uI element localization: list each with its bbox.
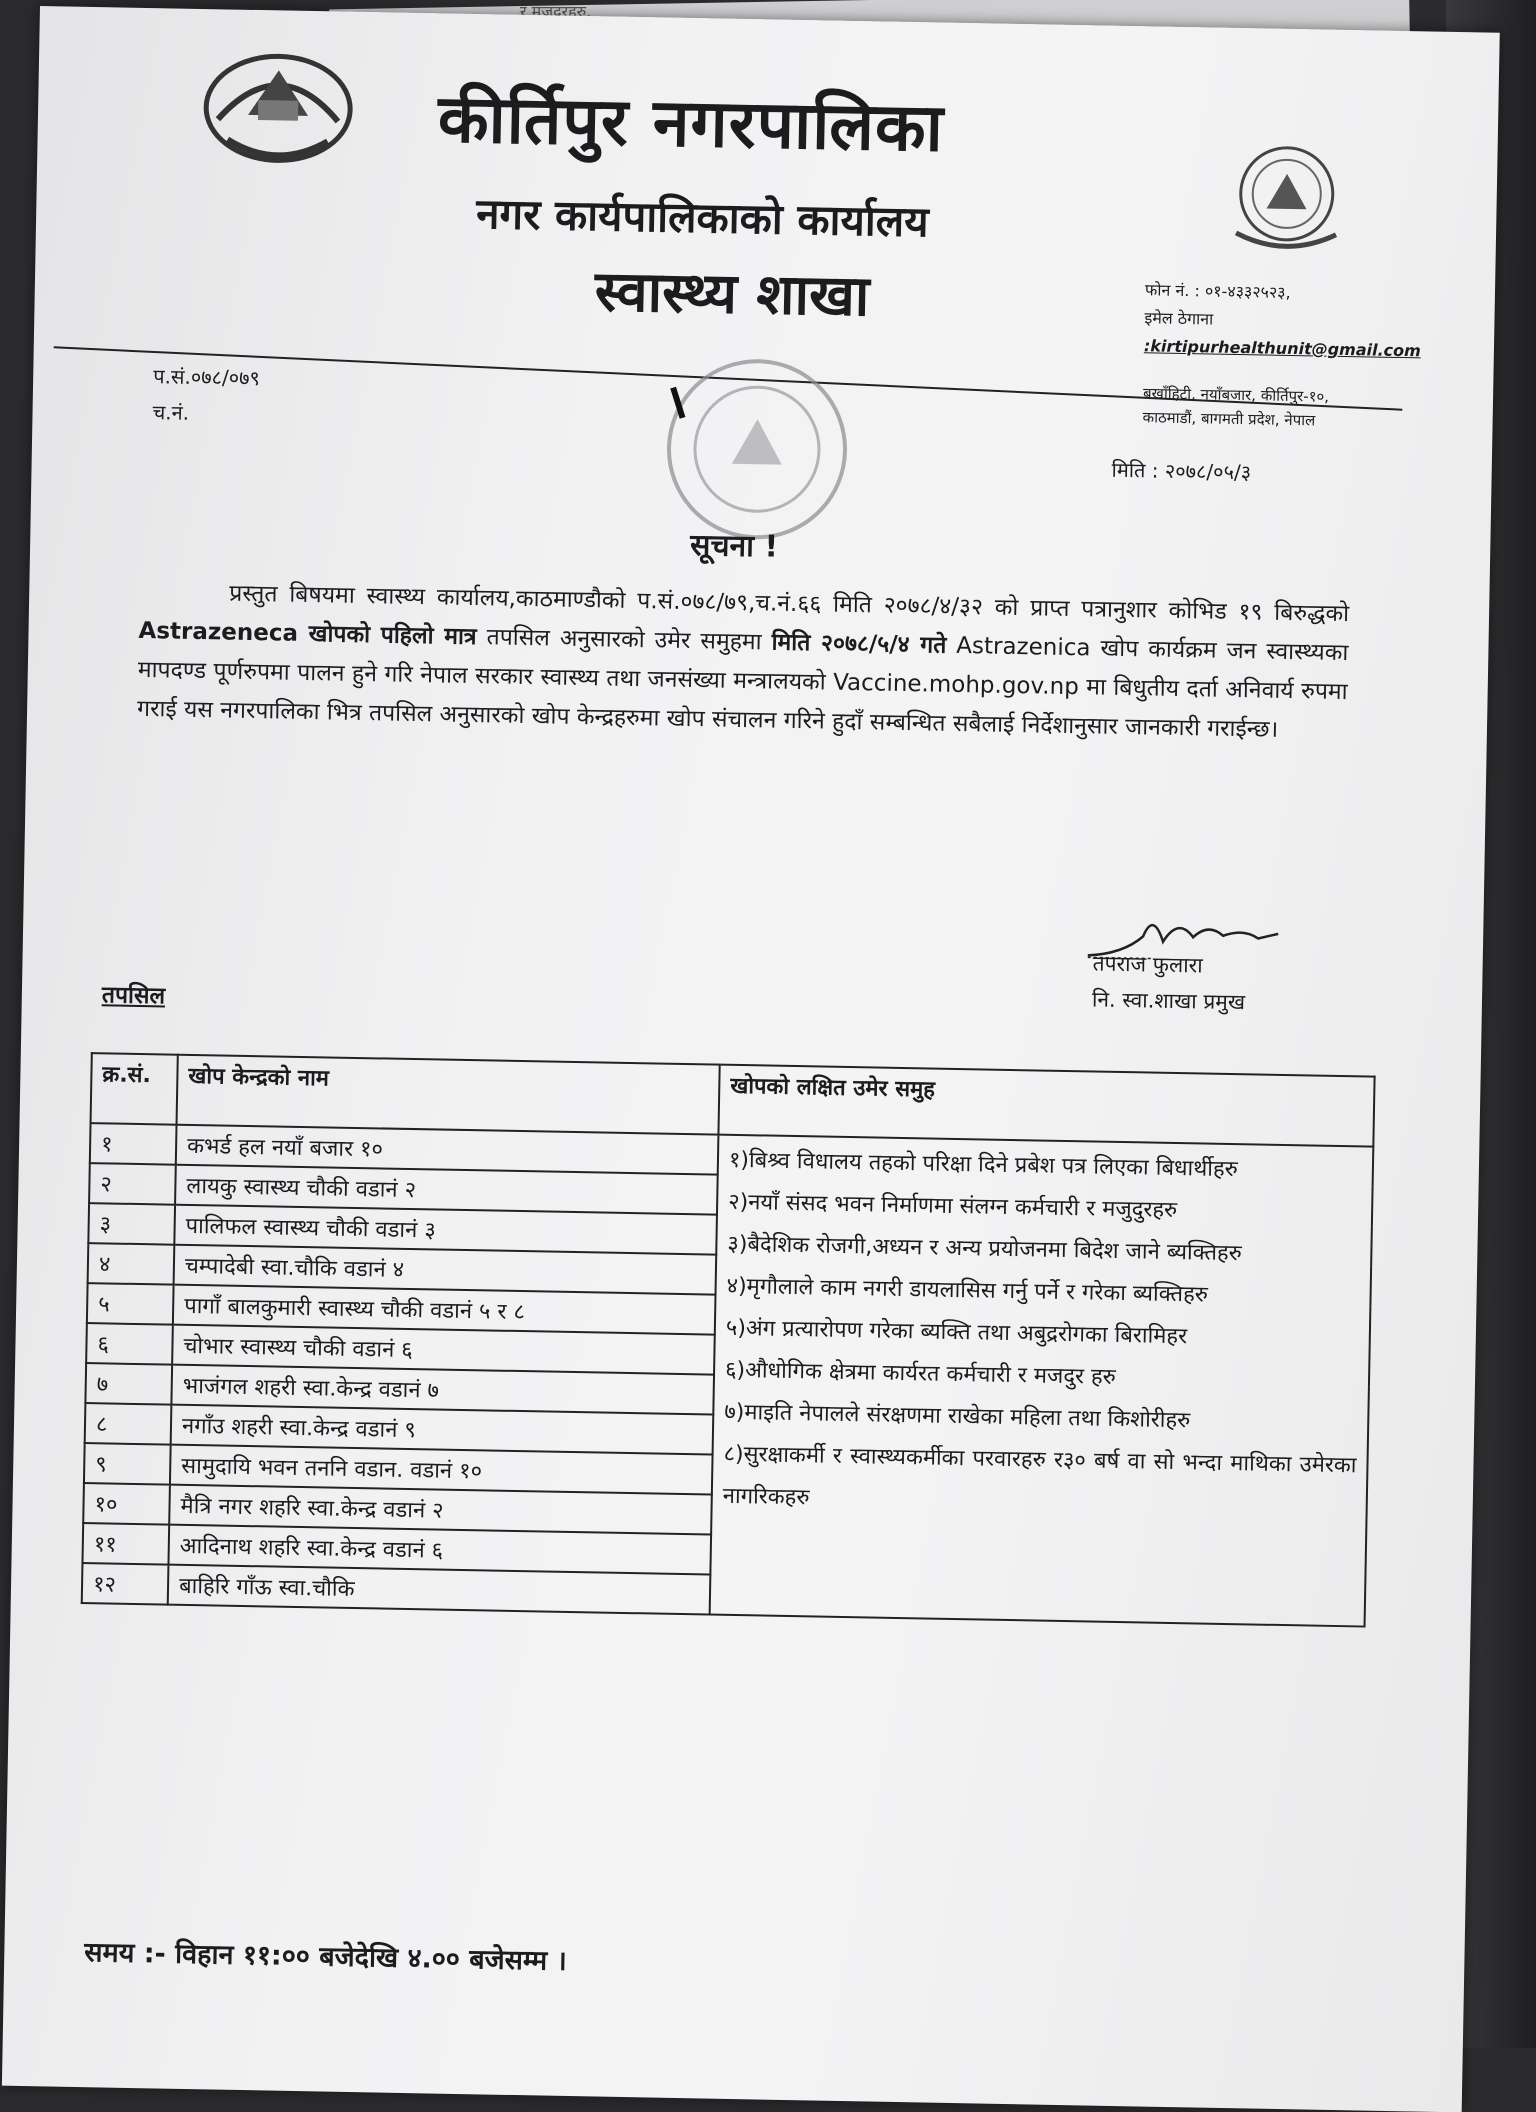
center-name: चम्पादेबी स्वा.चौकि वडानं ४	[174, 1245, 717, 1295]
notice-text-1: प्रस्तुत बिषयमा स्वास्थ्य कार्यालय,काठमाण्डौको प.सं.०७८/७९,च.नं.६६ मिति २०७८/४/३२ को प्राप्त पत्रानुशार कोभिड १९ बिरुद्धको	[229, 580, 1350, 628]
column-header-serial: क्र.सं.	[91, 1053, 178, 1125]
email-address[interactable]: :kirtipurhealthunit@gmail.com	[1143, 336, 1421, 361]
center-serial: १२	[82, 1563, 169, 1605]
center-name: बाहिरि गाँऊ स्वा.चौकि	[168, 1565, 711, 1615]
office-stamp-icon	[640, 347, 874, 551]
target-group-item: १)बिश्र्व विधालय तहको परिक्षा दिने प्रबेश पत्र लिएका बिधार्थीहरु	[728, 1147, 1239, 1183]
dispatch-number: च.नं.	[152, 400, 190, 425]
target-groups-cell	[710, 1135, 1374, 1627]
center-name: नगाँउ शहरी स्वा.केन्द्र वडानं ९	[171, 1405, 714, 1455]
center-name: मैत्रि नगर शहरि स्वा.केन्द्र वडानं २	[169, 1485, 712, 1535]
target-group-item: ५)अंग प्रत्यारोपण गरेका ब्यक्ति तथा अबुद्ररोगका बिरामिहर	[725, 1315, 1188, 1350]
notice-document	[2, 6, 1500, 2112]
municipality-logo-icon	[1216, 138, 1358, 261]
center-serial: ८	[85, 1403, 172, 1445]
center-name: पालिफल स्वास्थ्य चौकी वडानं ३	[174, 1205, 717, 1255]
vaccination-centers-table	[81, 1052, 1376, 1627]
center-serial: ११	[82, 1523, 169, 1565]
center-serial: ५	[87, 1283, 174, 1325]
center-name: चोभार स्वास्थ्य चौकी वडानं ६	[172, 1325, 715, 1375]
center-serial: ४	[88, 1243, 175, 1285]
office-name: नगर कार्यपालिकाको कार्यालय	[475, 189, 930, 247]
background-paper-text: र मजदुरहरु,	[520, 2, 592, 21]
notice-heading: सूचना !	[689, 528, 779, 565]
target-group-item: २)नयाँ संसद भवन निर्माणमा संलग्न कर्मचारी र मजुदुरहरु	[727, 1189, 1178, 1224]
branch-name: स्वास्थ्य शाखा	[594, 259, 870, 330]
reference-block	[152, 358, 260, 432]
signatory-title: नि. स्वा.शाखा प्रमुख	[1091, 987, 1246, 1015]
center-name: भाजंगल शहरी स्वा.केन्द्र वडानं ७	[171, 1365, 714, 1415]
notice-bold-2: मिति २०७८/५/४ गते	[771, 629, 947, 659]
center-serial: ३	[88, 1203, 175, 1245]
signatory-name: तपराज फुलारा	[1092, 951, 1203, 978]
phone-number: फोन नं. : ०१-४३३२५२३,	[1144, 280, 1291, 302]
center-serial: ६	[86, 1323, 173, 1365]
center-serial: १०	[83, 1483, 170, 1525]
address-block	[1142, 381, 1329, 432]
address-line-2: काठमाडौं, बागमती प्रदेश, नेपाल	[1142, 408, 1316, 430]
schedule-heading: तपसिल	[101, 982, 166, 1010]
nepal-emblem-icon	[197, 39, 359, 172]
vaccination-timing: समय :- विहान ११:०० बजेदेखि ४.०० बजेसम्म ।	[84, 1937, 568, 1977]
notice-body	[137, 573, 1350, 751]
center-name: पागाँ बालकुमारी स्वास्थ्य चौकी वडानं ५ र ८	[173, 1285, 716, 1335]
column-header-target-group: खोपको लक्षित उमेर समुह	[718, 1065, 1374, 1147]
center-name: कभर्ड हल नयाँ बजार १०	[176, 1125, 719, 1175]
center-name: आदिनाथ शहरि स्वा.केन्द्र वडानं ६	[168, 1525, 711, 1575]
target-group-item: ७)माइति नेपालले संरक्षणमा राखेका महिला तथा किशोरीहरु	[724, 1399, 1191, 1434]
contact-block	[1144, 276, 1422, 365]
target-group-item: ४)मृगौलाले काम नगरी डायलासिस गर्नु पर्ने र गरेका ब्यक्तिहरु	[726, 1273, 1209, 1308]
target-group-item: ३)बैदेशिक रोजगी,अध्यन र अन्य प्रयोजनमा बिदेश जाने ब्यक्तिहरु	[727, 1231, 1243, 1267]
notice-text-3: Astrazenica खोप कार्यक्रम जन स्वास्थ्यका मापदण्ड पूर्णरुपमा पालन हुने गरि नेपाल सरकार स्वास्थ्य तथा जनसंख्या मन्त्रालयको Vaccine.mohp.gov.np मा बिधुतीय दर्ता अनिवार्य रुपमा गराई यस नगरपालिका भित्र तपसिल अनुसारको खोप केन्द्रहरुमा खोप संचालन गरिने हुदाँ सम्बन्धित सबैलाई निर्देशानुसार जानकारी गराईन्छ।	[136, 632, 1349, 743]
center-serial: १	[90, 1123, 177, 1165]
column-header-center-name: खोप केन्द्रको नाम	[177, 1055, 720, 1135]
address-line-1: बखाँहिटी, नयाँबजार, कीर्तिपुर-१०,	[1142, 384, 1330, 406]
municipality-name: कीर्तिपुर नगरपालिका	[437, 80, 945, 167]
center-serial: ९	[84, 1443, 171, 1485]
letter-number: प.सं.०७८/०७९	[153, 364, 261, 391]
center-name: लायकु स्वास्थ्य चौकी वडानं २	[175, 1165, 718, 1215]
notice-text-2: तपसिल अनुसारको उमेर समुहमा	[486, 624, 762, 656]
notice-bold-1: Astrazeneca खोपको पहिलो मात्र	[138, 617, 477, 651]
target-group-item: ८)सुरक्षाकर्मी र स्वास्थ्यकर्मीका परवारहरु र३० बर्ष वा सो भन्दा माथिका उमेरका नागरिकहरु	[722, 1441, 1357, 1511]
letter-date: मिति : २०७८/०५/३	[1111, 457, 1252, 485]
email-label: इमेल ठेगाना	[1144, 308, 1214, 329]
center-serial: २	[89, 1163, 176, 1205]
signatory-block	[1092, 945, 1246, 1020]
table-body	[82, 1123, 1374, 1626]
center-serial: ७	[85, 1363, 172, 1405]
center-name: सामुदायि भवन तननि वडान. वडानं १०	[170, 1445, 713, 1495]
target-group-item: ६)औधोगिक क्षेत्रमा कार्यरत कर्मचारी र मजदुर हरु	[724, 1357, 1117, 1390]
